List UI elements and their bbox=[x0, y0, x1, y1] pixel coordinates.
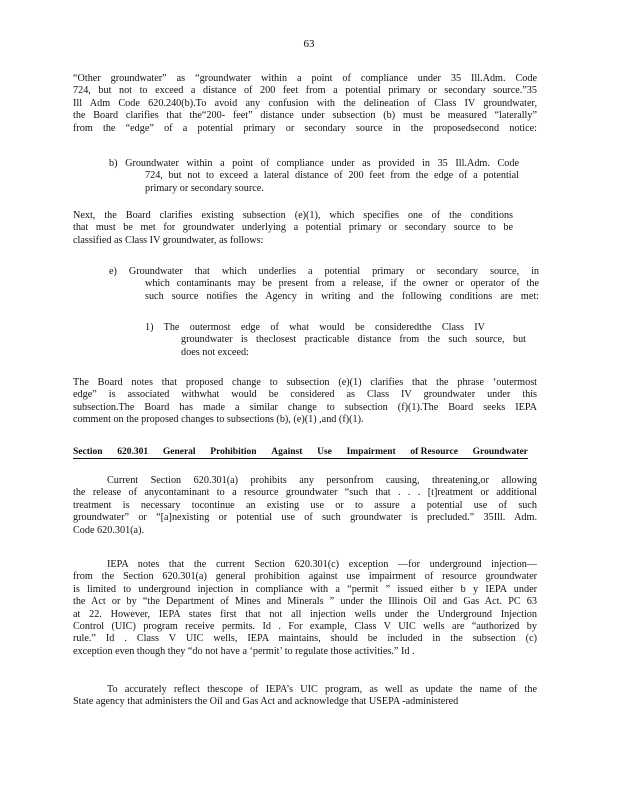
text-line: at 22. However, IEPA states first that not all injection wells under the Underground Injection bbox=[73, 608, 537, 620]
text-line: State agency that administers the Oil and Gas Act and acknowledge that USEPA -administered bbox=[73, 696, 459, 708]
text-line: Next, the Board clarifies existing subsection (e)(1), which specifies one of the conditions bbox=[73, 210, 513, 221]
text-line: classified as Class IV groundwater, as follows: bbox=[73, 234, 264, 246]
heading-word: Groundwater bbox=[472, 447, 528, 457]
heading-word: Section bbox=[73, 447, 103, 457]
text-line: groundwater” or “[a]nexisting or potential use of such groundwater is precluded.” 35Ill. Adm. bbox=[73, 512, 537, 524]
text-line: Control (UIC) program receive permits. Id . For example, Class V UIC wells are “authorized by bbox=[73, 620, 537, 632]
heading-word: Against bbox=[271, 447, 303, 457]
text-line: edge” is associated withwhat would be considered as Class IV groundwater under this bbox=[73, 389, 537, 401]
paragraph-accurately-reflect bbox=[73, 684, 537, 709]
heading-word: General bbox=[162, 447, 196, 457]
subsection-e-continued bbox=[145, 278, 539, 303]
text-line: groundwater is theclosest practicable distance from the such source, but bbox=[181, 334, 526, 346]
text-line: rule.” Id . Class V UIC wells, IEPA maintains, should be included in the subsection (c) bbox=[73, 633, 537, 645]
paragraph-iepa-notes bbox=[73, 559, 537, 658]
text-line: treatment is necessary tocontinue an existing use or to assure a potential use of such bbox=[73, 499, 537, 511]
page-number: 63 bbox=[303, 38, 315, 50]
subsection-e-1-continued bbox=[181, 334, 526, 359]
subsection-e bbox=[109, 266, 539, 278]
text-line: primary or secondary source. bbox=[145, 182, 264, 194]
text-line: Ill Adm Code 620.240(b).To avoid any confusion with the delineation of Class IV groundwater, bbox=[73, 97, 537, 109]
text-line: Code 620.301(a). bbox=[73, 524, 145, 536]
text-line: such source notifies the Agency in writing and the following conditions are met: bbox=[145, 290, 539, 302]
text-line: 724, but not to exceed a distance of 200 feet from a potential primary or secondary source.”35 bbox=[73, 85, 537, 97]
text-line: The Board notes that proposed change to subsection (e)(1) clarifies that the phrase ‘outermost bbox=[73, 377, 537, 388]
subsection-b-continued bbox=[145, 170, 519, 195]
text-line: comment on the proposed changes to subsections (b), (e)(1) ,and (f)(1). bbox=[73, 414, 364, 426]
text-line: the Board clarifies that the“200- feet” distance under subsection (b) must be measured “laterally” bbox=[73, 110, 537, 122]
text-line: the release of anycontaminant to a resource groundwater “such that . . . [t]reatment or additional bbox=[73, 487, 537, 499]
text-line: e) Groundwater that which underlies a potential primary or secondary source, in bbox=[109, 266, 539, 277]
text-line: 724, but not to exceed a lateral distance of 200 feet from the edge of a potential bbox=[145, 170, 519, 182]
text-line: is limited to underground injection in compliance with a “permit ” issued either b y IEPA under bbox=[73, 583, 537, 595]
text-line: 1) The outermost edge of what would be consideredthe Class IV bbox=[145, 322, 485, 333]
heading-word: Impairment bbox=[346, 447, 396, 457]
subsection-b bbox=[109, 158, 519, 170]
text-line: b) Groundwater within a point of compliance under as provided in 35 Ill.Adm. Code bbox=[109, 158, 519, 169]
heading-word: Use bbox=[317, 447, 332, 457]
section-heading bbox=[73, 447, 528, 459]
paragraph-board-notes bbox=[73, 377, 537, 427]
heading-word: 620.301 bbox=[117, 447, 149, 457]
heading-word: of Resource bbox=[410, 447, 458, 457]
paragraph-next bbox=[73, 210, 513, 247]
subsection-e-1 bbox=[145, 322, 485, 334]
text-line: To accurately reflect thescope of IEPA’s UIC program, as well as update the name of the bbox=[107, 684, 537, 695]
text-line: from the “edge” of a potential primary or secondary source in the proposedsecond notice: bbox=[73, 122, 537, 134]
text-line: does not exceed: bbox=[181, 346, 249, 358]
text-line: the Act or by “the Department of Mines and Minerals ” under the Illinois Oil and Gas Act. PC 63 bbox=[73, 596, 537, 608]
paragraph-other-groundwater bbox=[73, 73, 537, 135]
paragraph-current-section bbox=[73, 475, 537, 537]
text-line: from the Section 620.301(a) general prohibition against use impairment of resource groundwater bbox=[73, 571, 537, 583]
text-line: “Other groundwater” as “groundwater within a point of compliance under 35 Ill.Adm. Code bbox=[73, 73, 537, 84]
text-line: subsection.The Board has made a similar change to subsection (f)(1).The Board seeks IEPA bbox=[73, 401, 537, 413]
text-line: that must be met for groundwater underlying a potential primary or secondary source to be bbox=[73, 222, 513, 234]
text-line: which contaminants may be present from a release, if the owner or operator of the bbox=[145, 278, 539, 290]
heading-word: Prohibition bbox=[210, 447, 257, 457]
text-line: Current Section 620.301(a) prohibits any personfrom causing, threatening,or allowing bbox=[107, 475, 537, 486]
text-line: exception even though they “do not have a ‘permit’ to regulate those activities.” Id . bbox=[73, 645, 415, 657]
text-line: IEPA notes that the current Section 620.301(c) exception —for underground injection— bbox=[107, 559, 537, 570]
